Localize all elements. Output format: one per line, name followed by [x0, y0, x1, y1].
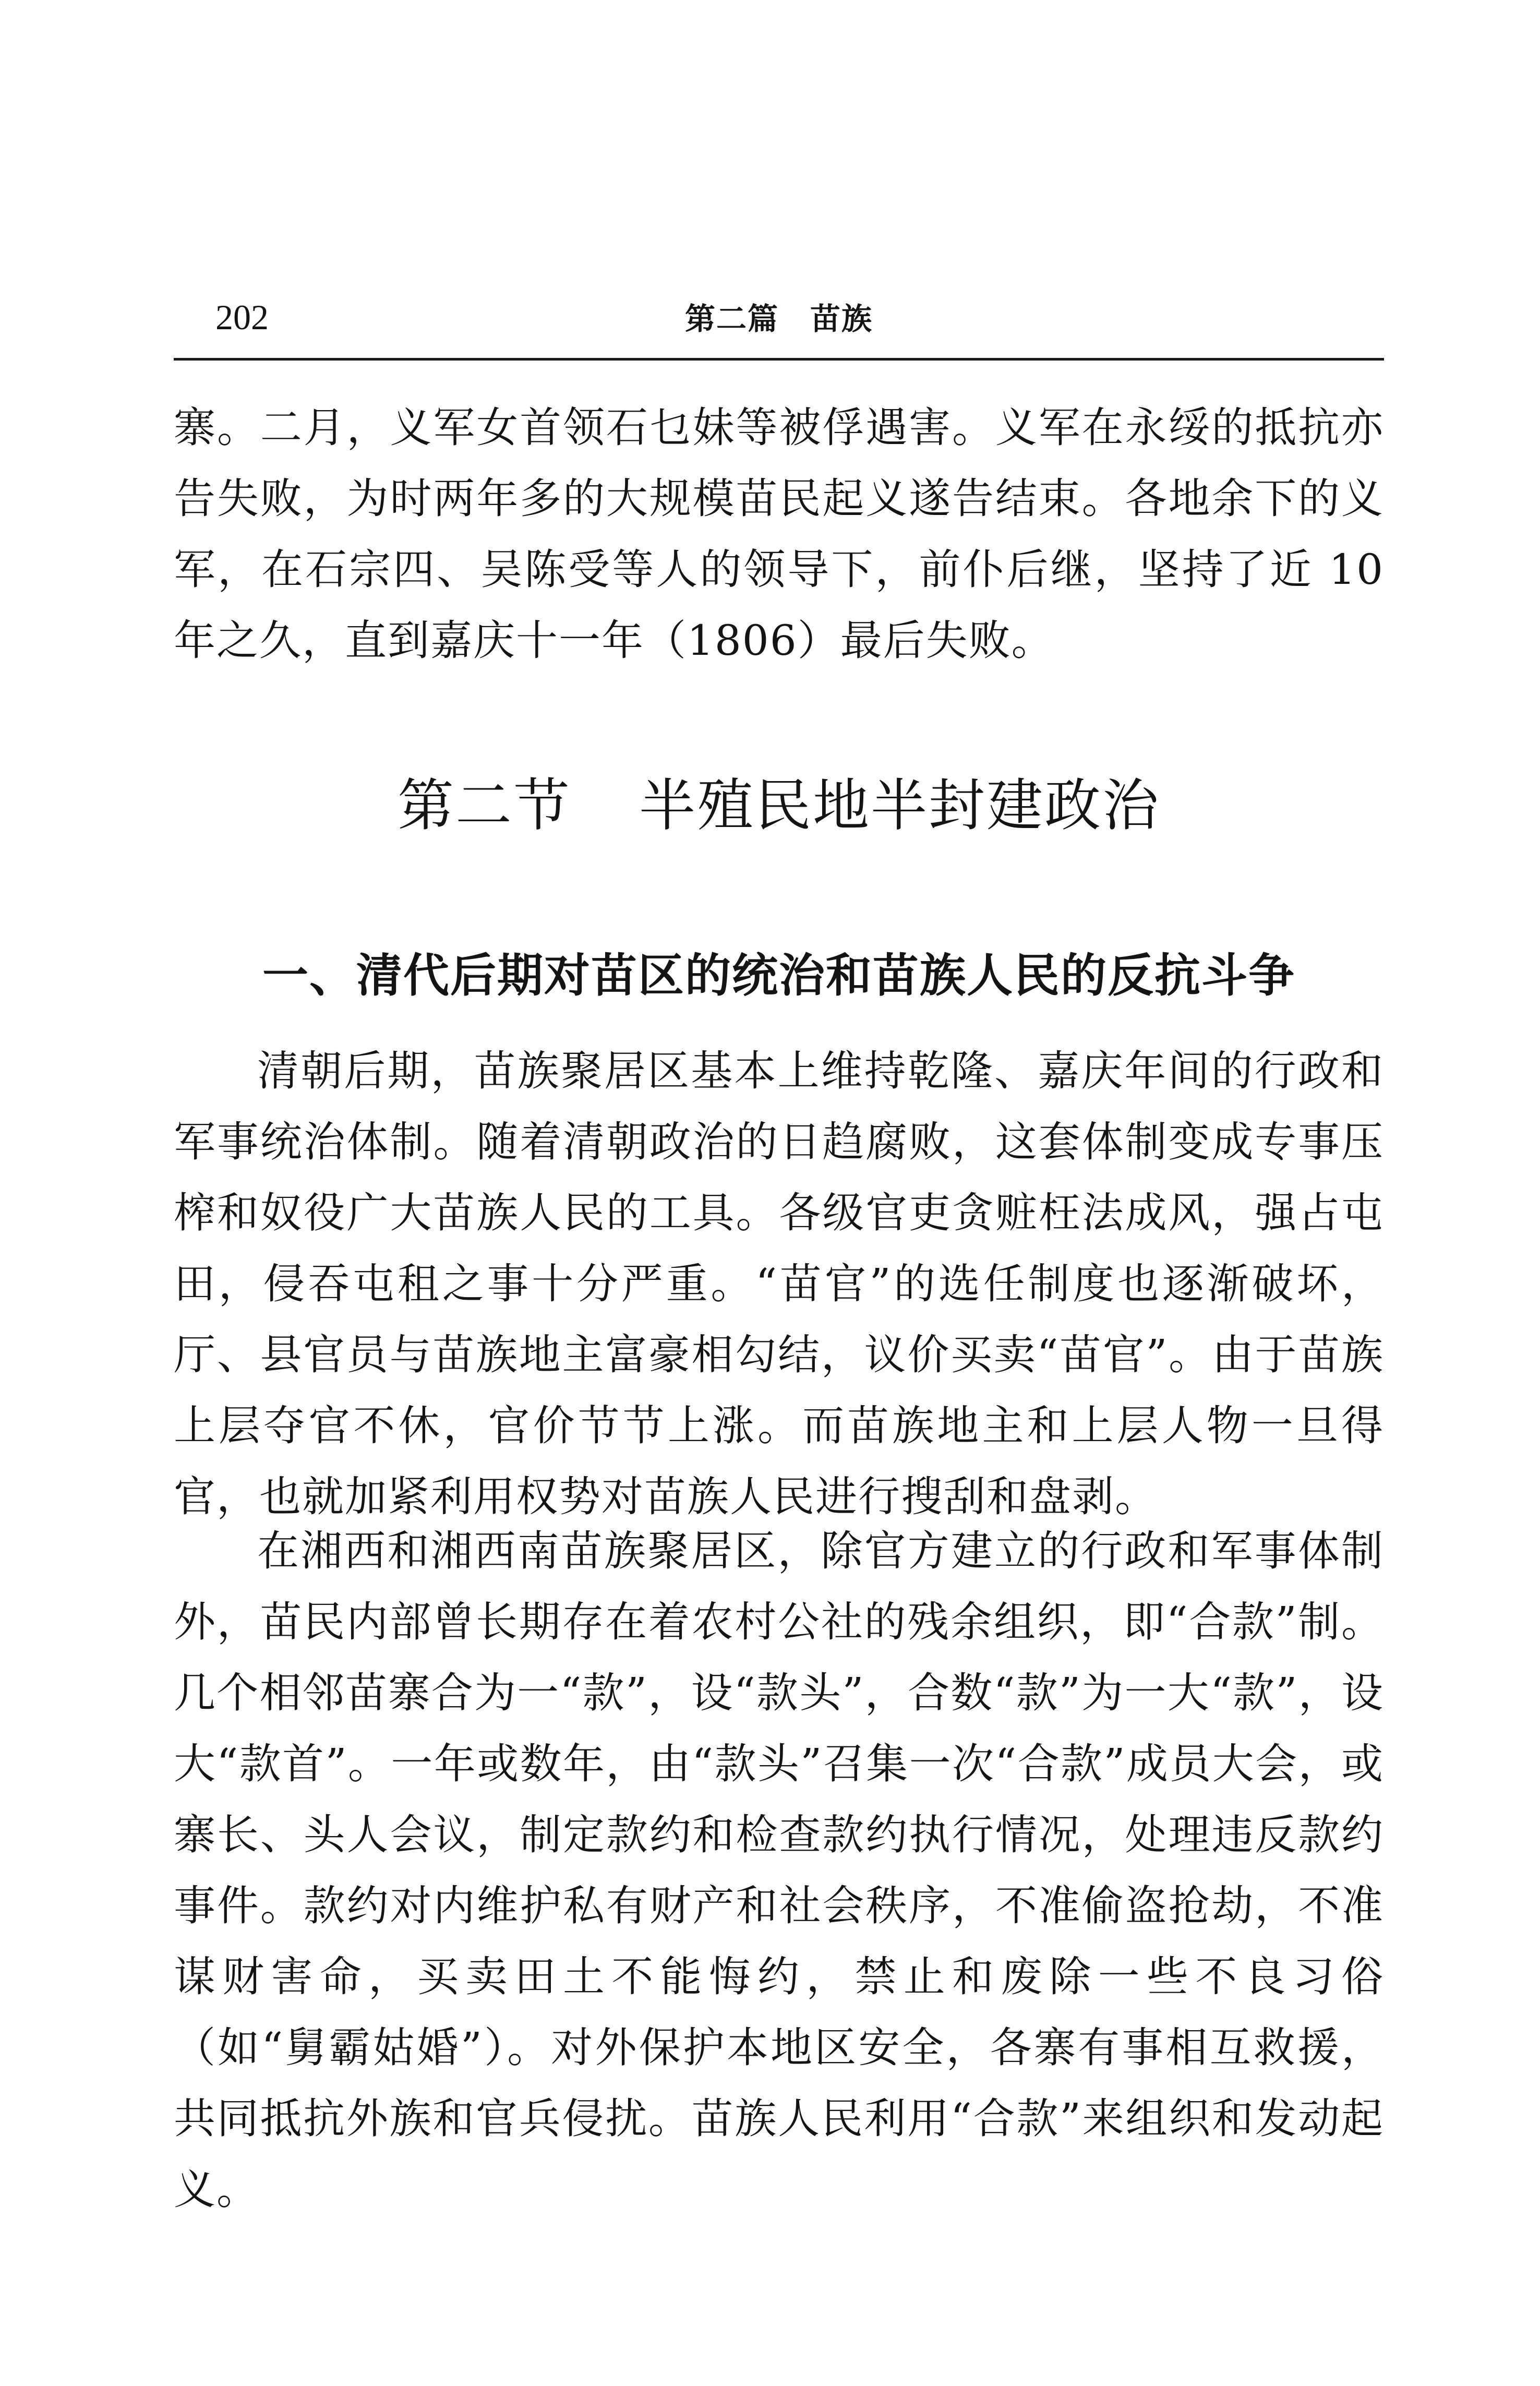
paragraph-continued: 寨。二月，义军女首领石乜妹等被俘遇害。义军在永绥的抵抗亦告失败，为时两年多的大规模苗民起义遂告结束。各地余下的义军，在石宗四、吴陈受等人的领导下，前仆后继，坚持了近 10 年之久，直到嘉庆十一年（1806）最后失败。: [174, 403, 1384, 665]
running-head: 第二篇 苗族: [684, 301, 873, 337]
paragraph-hekuan-system: 在湘西和湘西南苗族聚居区，除官方建立的行政和军事体制外，苗民内部曾长期存在着农村公社的残余组织，即“合款”制。几个相邻苗寨合为一“款”，设“款头”，合数“款”为一大“款”，设大“款首”。一年或数年，由“款头”召集一次“合款”成员大会，或寨长、头人会议，制定款约和检查款约执行情况，处理违反款约事件。款约对内维护私有财产和社会秩序，不准偷盗抢劫，不准谋财害命，买卖田土不能悔约，禁止和废除一些不良习俗（如“舅霸姑婚”）。对外保护本地区安全，各寨有事相互救援，共同抵抗外族和官兵侵扰。苗族人民利用“合款”来组织和发动起义。: [174, 1527, 1384, 2214]
paragraph-qing-rule: 清朝后期，苗族聚居区基本上维持乾隆、嘉庆年间的行政和军事统治体制。随着清朝政治的日趋腐败，这套体制变成专事压榨和奴役广大苗族人民的工具。各级官吏贪赃枉法成风，强占屯田，侵吞屯租之事十分严重。“苗官”的选任制度也逐渐破坏，厅、县官员与苗族地主富豪相勾结，议价买卖“苗官”。由于苗族上层夺官不休，官价节节上涨。而苗族地主和上层人物一旦得官，也就加紧利用权势对苗族人民进行搜刮和盘剥。: [174, 1047, 1384, 1521]
section-number: 第二节: [397, 773, 571, 838]
page-number: 202: [215, 297, 269, 337]
subsection-title: 一、清代后期对苗区的统治和苗族人民的反抗斗争: [262, 949, 1295, 1002]
section-title: [174, 770, 1384, 843]
page-header: [174, 291, 1384, 359]
section-name: 半殖民地半封建政治: [639, 773, 1161, 838]
header-rule: [174, 358, 1384, 361]
